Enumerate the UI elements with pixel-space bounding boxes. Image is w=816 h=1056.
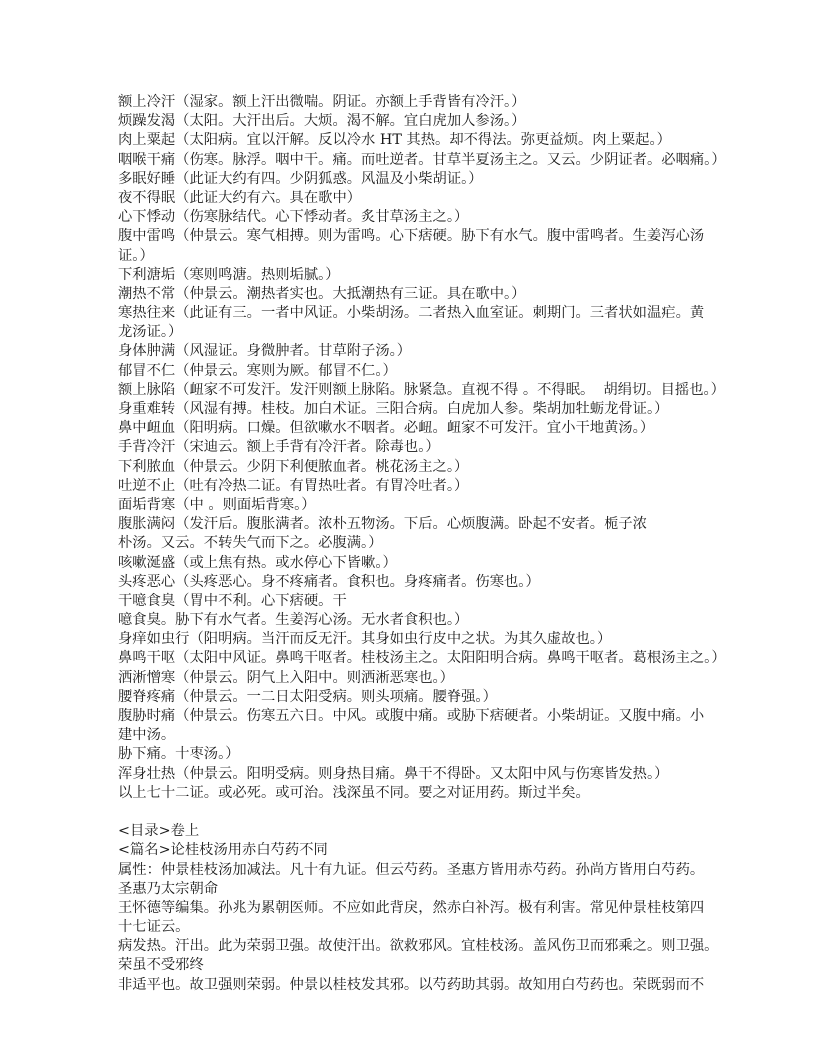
text-line: 龙汤证。）: [118, 324, 183, 341]
text-line: <目录>卷上: [118, 823, 200, 840]
text-line: 洒淅憎寒（仲景云。阴气上入阳中。则洒淅恶寒也。）: [118, 669, 454, 686]
text-line: 腰脊疼痛（仲景云。一二日太阳受病。则头项痛。腰脊强。）: [118, 688, 497, 705]
text-line: 证。）: [118, 247, 154, 264]
text-line: 建中汤。: [118, 727, 176, 744]
text-line: 腹中雷鸣（仲景云。寒气相搏。则为雷鸣。心下痞硬。胁下有水气。腹中雷鸣者。生姜泻心汤: [118, 228, 705, 245]
text-line: 咳嗽涎盛（或上焦有热。或水停心下皆嗽。）: [118, 554, 397, 571]
text-line: 咽喉干痛（伤寒。脉浮。咽中干。痛。而吐逆者。甘草半夏汤主之。又云。少阴证者。必咽痛。）: [118, 151, 726, 168]
text-line: 王怀德等编集。孙兆为累朝医师。不应如此背戾，然赤白补泻。极有利害。常见仲景桂枝第四: [118, 899, 705, 916]
text-line: 心下悸动（伤寒脉结代。心下悸动者。炙甘草汤主之。）: [118, 209, 469, 226]
text-line: 朴汤。又云。不转失气而下之。必腹满。）: [118, 535, 383, 552]
text-line: 头疼恶心（头疼恶心。身不疼痛者。食积也。身疼痛者。伤寒也。）: [118, 573, 540, 590]
text-line: 夜不得眠（此证大约有六。具在歌中）: [118, 189, 362, 206]
text-line: 烦躁发渴（太阳。大汗出后。大烦。渴不解。宜白虎加人参汤。）: [118, 113, 526, 130]
text-line: 鼻中衄血（阳明病。口燥。但欲嗽水不咽者。必衄。衄家不可发汗。宜小干地黄汤。）: [118, 420, 655, 437]
blank-line: [118, 803, 718, 822]
text-line: 手背冷汗（宋迪云。额上手背有冷汗者。除毒也。）: [118, 439, 440, 456]
text-line: 干噫食臭（胃中不利。心下痞硬。干: [118, 592, 347, 609]
text-line: 圣惠乃太宗朝命: [118, 880, 219, 897]
text-line: 身重难转（风湿有搏。桂枝。加白术证。三阳合病。白虎加人参。柴胡加牡蛎龙骨证。）: [118, 401, 669, 417]
text-line: 额上脉陷（衄家不可发汗。发汗则额上脉陷。脉紧急。直视不得 。不得眠。 胡绢切。目摇也。）: [118, 381, 725, 398]
text-line: 身体肿满（风湿证。身微肿者。甘草附子汤。）: [118, 343, 412, 360]
text-line: 荣虽不受邪终: [118, 957, 204, 974]
text-line: 胁下痛。十枣汤。）: [118, 746, 240, 763]
text-line: 多眠好睡（此证大约有四。少阴狐惑。风温及小柴胡证。）: [118, 170, 483, 187]
text-line: 以上七十二证。或必死。或可治。浅深虽不同。要之对证用药。斯过半矣。: [118, 784, 590, 801]
text-line: 面垢背寒（中 。则面垢背寒。）: [118, 496, 316, 513]
text-line: 下利脓血（仲景云。少阴下利便脓血者。桃花汤主之。）: [118, 458, 469, 475]
text-line: 寒热往来（此证有三。一者中风证。小柴胡汤。二者热入血室证。刺期门。三者状如温疟。黄: [118, 305, 705, 322]
document-body: [118, 93, 726, 995]
text-line: 身痒如虫行（阳明病。当汗而反无汗。其身如虫行皮中之状。为其久虚故也。）: [118, 631, 612, 648]
text-line: <篇名>论桂枝汤用赤白芍药不同: [118, 842, 328, 859]
text-line: 肉上粟起（太阳病。宜以汗解。反以冷水 HT 其热。却不得法。弥更益烦。肉上粟起。）: [118, 132, 671, 149]
text-line: 吐逆不止（吐有冷热二证。有胃热吐者。有胃冷吐者。）: [118, 477, 469, 494]
text-line: 腹胁时痛（仲景云。伤寒五六日。中风。或腹中痛。或胁下痞硬者。小柴胡证。又腹中痛。小: [118, 708, 705, 724]
text-line: 浑身壮热（仲景云。阳明受病。则身热目痛。鼻干不得卧。又太阳中风与伤寒皆发热。）: [118, 765, 669, 782]
text-line: 腹胀满闷（发汗后。腹胀满者。浓朴五物汤。下后。心烦腹满。卧起不安者。栀子浓: [118, 516, 647, 533]
text-line: 鼻鸣干呕（太阳中风证。鼻鸣干呕者。桂枝汤主之。太阳阳明合病。鼻鸣干呕者。葛根汤主之。）: [118, 650, 726, 667]
text-line: 额上冷汗（湿家。额上汗出微喘。阴证。亦额上手背皆有冷汗。）: [118, 94, 526, 110]
text-line: 下利溏垢（寒则鸣溏。热则垢腻。）: [118, 266, 340, 283]
text-line: 噫食臭。胁下有水气者。生姜泻心汤。无水者食积也。）: [118, 612, 469, 629]
text-line: 郁冒不仁（仲景云。寒则为厥。郁冒不仁。）: [118, 362, 397, 379]
text-line: 病发热。汗出。此为荣弱卫强。故使汗出。欲救邪风。宜桂枝汤。盖风伤卫而邪乘之。则卫强。: [118, 938, 719, 955]
text-line: 十七证云。: [118, 919, 190, 936]
text-line: 潮热不常（仲景云。潮热者实也。大抵潮热有三证。具在歌中。）: [118, 285, 526, 302]
text-line: 非适平也。故卫强则荣弱。仲景以桂枝发其邪。以芍药助其弱。故知用白芍药也。荣既弱而不: [118, 976, 705, 993]
text-line: 属性：仲景桂枝汤加减法。凡十有九证。但云芍药。圣惠方皆用赤芍药。孙尚方皆用白芍药。: [118, 861, 705, 878]
